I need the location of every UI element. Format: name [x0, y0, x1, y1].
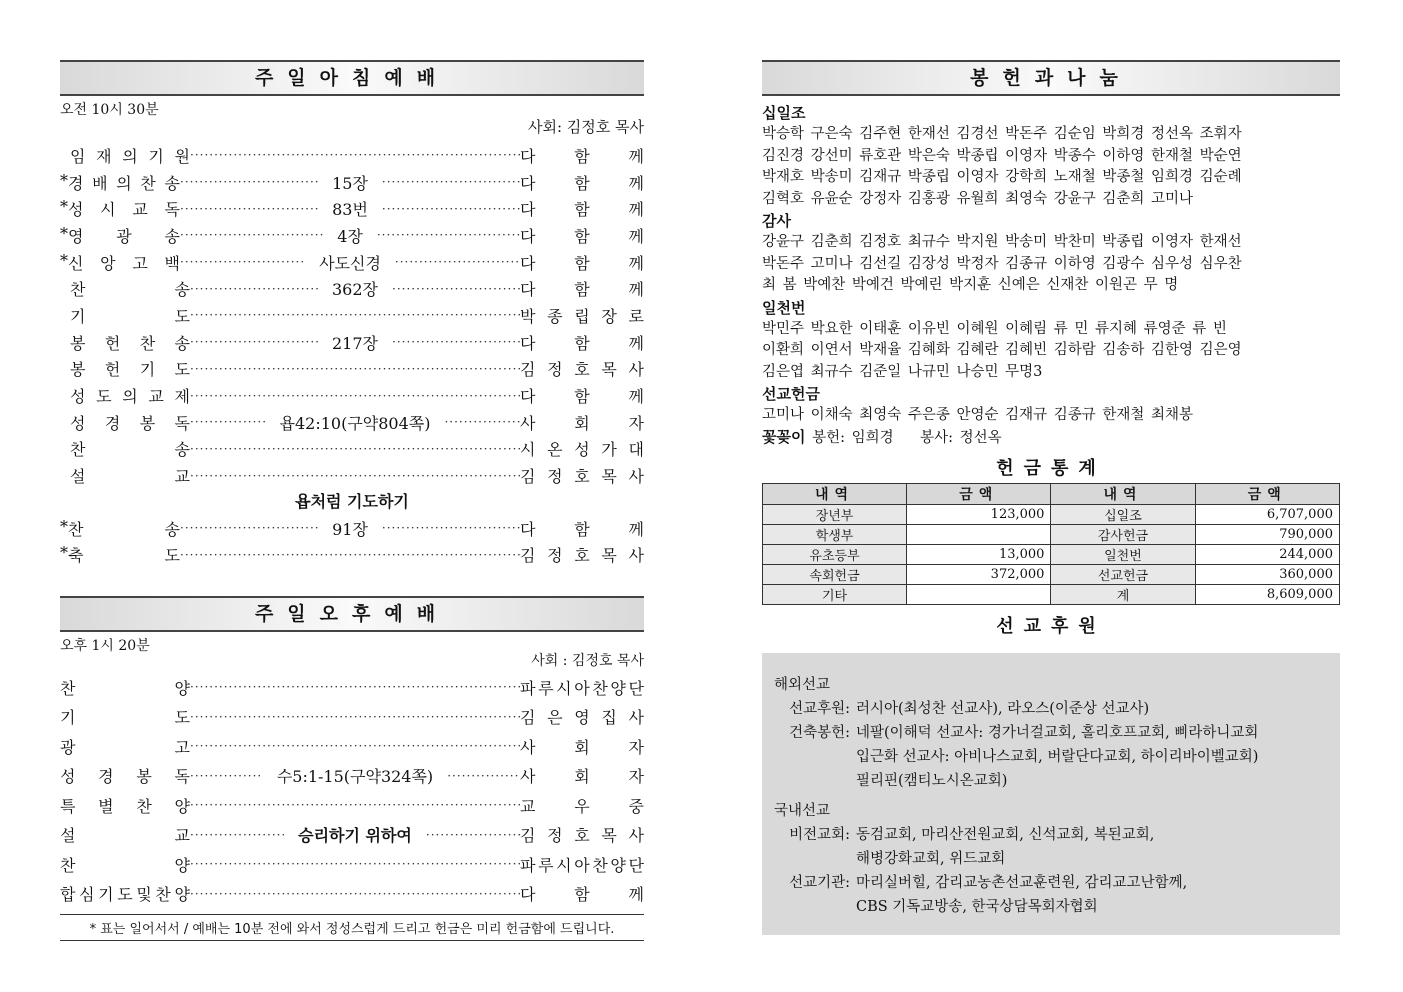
order-person: 다 함 께 — [520, 885, 644, 905]
table-cell: 6,707,000 — [1195, 505, 1339, 525]
table-row — [763, 525, 1340, 545]
mission-line — [774, 697, 1328, 721]
leader-dots — [382, 202, 520, 216]
order-person: 시 온 성 가 대 — [520, 440, 644, 460]
table-header-cell: 내역 — [763, 484, 907, 505]
offering-group-title: 일천번 — [762, 298, 806, 317]
offering-names-line: 박돈주 고미나 김선길 김장성 박정자 김종규 이하영 김광수 심우성 심우찬 — [762, 255, 1242, 272]
leader-dots — [190, 442, 520, 456]
order-person: 김 정 호 목 사 — [520, 360, 644, 380]
mission-key — [774, 769, 856, 793]
table-header-cell: 금액 — [907, 484, 1051, 505]
order-row — [60, 761, 644, 791]
leader-dots — [190, 857, 520, 871]
order-label: 찬 양 — [60, 855, 190, 875]
table-cell: 계 — [1051, 585, 1195, 605]
leader-dots — [190, 680, 520, 694]
domestic-list — [774, 823, 1328, 919]
domestic-title: 국내선교 — [774, 803, 831, 819]
order-label: 찬 양 — [60, 678, 190, 698]
leader-dots — [180, 255, 305, 269]
afternoon-service-header: 주일오후예배 — [60, 596, 644, 632]
leader-dots — [447, 769, 520, 783]
offering-names-line: 고미나 이채숙 최영숙 주은종 안영순 김재규 김종규 한재철 최채봉 — [762, 407, 1194, 423]
order-row — [60, 820, 644, 850]
table-cell: 기타 — [763, 585, 907, 605]
order-person: 교 우 중 — [520, 796, 644, 816]
order-label: 찬 송 — [70, 280, 190, 300]
mission-box — [762, 653, 1340, 935]
order-row — [60, 249, 644, 276]
order-detail: 수5:1-15(구약324쪽) — [276, 767, 434, 787]
order-label: 설 교 — [70, 467, 190, 487]
order-label: * 경 배 의 찬 송 — [60, 170, 180, 193]
afternoon-presider: 사회 : 김정호 목사 — [531, 653, 644, 670]
morning-presider: 사회: 김정호 목사 — [527, 118, 644, 136]
mission-line — [774, 721, 1328, 745]
order-label: 성 경 봉 독 — [70, 413, 190, 433]
order-row — [60, 329, 644, 356]
mission-title: 선교후원 — [996, 616, 1106, 637]
order-detail: 217장 — [332, 333, 378, 353]
order-label: * 축 도 — [60, 543, 180, 566]
table-cell: 244,000 — [1195, 545, 1339, 565]
leader-dots — [190, 798, 520, 812]
offering-names-line: 박민주 박요한 이태훈 이유빈 이혜원 이혜림 류 민 류지혜 류영준 류 빈 — [762, 320, 1227, 337]
afternoon-order-list — [60, 672, 644, 908]
order-detail: 사도신경 — [319, 253, 381, 273]
leader-dots — [392, 282, 520, 296]
leader-dots — [382, 175, 520, 189]
order-row — [60, 879, 644, 909]
order-label: 성 도 의 교 제 — [70, 387, 190, 407]
order-label: 봉 헌 기 도 — [70, 360, 190, 380]
flower-line — [762, 427, 1340, 450]
order-person: 김 정 호 목 사 — [520, 546, 644, 566]
leader-dots — [180, 175, 318, 189]
order-label: * 성 시 교 독 — [60, 197, 180, 220]
order-label: 합 심 기 도 및 찬 양 — [60, 885, 190, 905]
leader-dots — [190, 362, 520, 376]
order-person: 사 회 자 — [520, 737, 644, 757]
order-label: * 영 광 송 — [60, 223, 180, 246]
mission-line — [774, 847, 1328, 871]
table-cell: 8,609,000 — [1195, 585, 1339, 605]
morning-time: 오전 10시 30분 — [60, 102, 159, 118]
order-person: 다 함 께 — [520, 200, 645, 220]
leader-dots — [180, 228, 323, 242]
leader-dots — [190, 282, 318, 296]
offering-group-title: 선교헌금 — [762, 385, 820, 403]
leader-dots — [190, 308, 520, 322]
table-header-row — [763, 484, 1340, 505]
offering-names-line: 최 봄 박예찬 박예건 박예린 박지훈 신예은 신재찬 이원곤 무 명 — [762, 277, 1179, 293]
order-person: 다 함 께 — [520, 333, 644, 353]
mission-key — [774, 847, 856, 871]
mission-line — [774, 823, 1328, 847]
order-row — [60, 462, 644, 489]
offering-names-line: 이환희 이연서 박재율 김혜화 김혜란 김혜빈 김하람 김송하 김한영 김은영 — [762, 342, 1242, 358]
offering-groups — [762, 102, 1340, 427]
mission-value: 러시아(최성찬 선교사), 라오스(이준상 선교사) — [856, 701, 1150, 717]
order-row — [60, 169, 644, 196]
leader-dots — [180, 548, 520, 562]
mission-key — [774, 895, 856, 919]
order-label: 봉 헌 찬 송 — [70, 333, 190, 353]
offering-names-line: 박재호 박송미 김재규 박종립 이영자 강학희 노재철 박종철 임희경 김순례 — [762, 169, 1242, 185]
leader-dots — [190, 769, 263, 783]
order-row — [60, 849, 644, 879]
mission-value: 필리핀(캠티노시온교회) — [856, 773, 1008, 789]
mission-value: CBS 기독교방송, 한국상담목회자협회 — [856, 899, 1098, 915]
leader-dots — [392, 335, 520, 349]
leader-dots — [180, 202, 318, 216]
left-column — [60, 60, 644, 941]
order-person: 다 함 께 — [520, 173, 645, 193]
mission-line — [774, 745, 1328, 769]
order-person: 김 은 영 집 사 — [520, 708, 644, 728]
order-person: 파 루 시 아 찬 양 단 — [520, 855, 644, 875]
order-row — [60, 672, 644, 702]
order-person: 사 회 자 — [520, 413, 644, 433]
leader-dots — [426, 828, 520, 842]
table-cell: 속회헌금 — [763, 565, 907, 585]
order-row — [60, 222, 644, 249]
order-label: 설 교 — [60, 826, 190, 846]
leader-dots — [190, 469, 520, 483]
offering-stats-table — [762, 483, 1340, 605]
leader-dots — [190, 887, 520, 901]
offering-header: 봉헌과나눔 — [762, 60, 1340, 96]
order-label: 임 재 의 기 원 — [70, 146, 190, 166]
order-person: 다 함 께 — [520, 519, 645, 539]
leader-dots — [190, 415, 266, 429]
table-header-cell: 내역 — [1051, 484, 1195, 505]
stats-title: 헌금통계 — [996, 458, 1106, 479]
mission-key: 선교후원: — [789, 701, 850, 717]
leader-dots — [190, 828, 284, 842]
leader-dots — [190, 335, 318, 349]
order-label: 기 도 — [70, 306, 190, 326]
overseas-list — [774, 697, 1328, 793]
order-person: 김 정 호 목 사 — [520, 467, 644, 487]
offering-names-line: 박승학 구은숙 김주현 한재선 김경선 박돈주 김순임 박희경 정선옥 조휘자 — [762, 126, 1242, 142]
order-row — [60, 790, 644, 820]
morning-order-list — [60, 142, 644, 489]
order-label: * 신 앙 고 백 — [60, 250, 180, 273]
table-row — [763, 545, 1340, 565]
order-row — [60, 409, 644, 436]
table-cell: 360,000 — [1195, 565, 1339, 585]
overseas-title: 해외선교 — [774, 677, 831, 693]
order-person: 사 회 자 — [520, 767, 644, 787]
footnote: * 표는 일어서서 / 예배는 10분 전에 와서 정성스럽게 드리고 헌금은 미리 헌금함에 드립니다. — [60, 914, 644, 941]
table-cell: 십일조 — [1051, 505, 1195, 525]
leader-dots — [190, 148, 520, 162]
table-row — [763, 505, 1340, 525]
morning-order-list-2 — [60, 515, 644, 568]
order-label: 기 도 — [60, 708, 190, 728]
mission-key — [774, 745, 856, 769]
table-cell: 장년부 — [763, 505, 907, 525]
leader-dots — [444, 415, 520, 429]
offering-names-line: 김진경 강선미 류호관 박은숙 박종립 이영자 박종수 이하영 한재철 박순연 — [762, 147, 1242, 164]
leader-dots — [180, 521, 318, 535]
order-detail: 362장 — [332, 280, 378, 300]
leader-dots — [190, 710, 520, 724]
order-row — [60, 436, 644, 463]
leader-dots — [377, 228, 520, 242]
offering-names-line: 강윤구 김춘희 김정호 최규수 박지원 박송미 박찬미 박종립 이영자 한재선 — [762, 234, 1242, 250]
order-person: 다 함 께 — [520, 253, 645, 273]
table-cell — [907, 525, 1051, 545]
table-cell: 13,000 — [907, 545, 1051, 565]
order-person: 파 루 시 아 찬 양 단 — [520, 678, 644, 698]
mission-value: 동검교회, 마리산전원교회, 신석교회, 복된교회, — [856, 827, 1155, 843]
order-person: 다 함 께 — [520, 226, 645, 246]
mission-line — [774, 769, 1328, 793]
table-cell: 선교헌금 — [1051, 565, 1195, 585]
mission-key: 비전교회: — [789, 827, 850, 843]
morning-service-header: 주일아침예배 — [60, 60, 644, 96]
order-row — [60, 702, 644, 732]
order-detail: 욥42:10(구약804쪽) — [279, 413, 431, 433]
flower-label: 꽃꽂이 — [762, 427, 806, 446]
table-cell: 학생부 — [763, 525, 907, 545]
leader-dots — [382, 521, 520, 535]
order-label: 특 별 찬 양 — [60, 796, 190, 816]
mission-value: 마리실버힐, 감리교농촌선교훈련원, 감리교고난함께, — [856, 875, 1188, 891]
order-person: 다 함 께 — [520, 280, 644, 300]
order-detail: 83번 — [332, 200, 368, 220]
order-detail: 91장 — [332, 519, 368, 539]
table-cell: 123,000 — [907, 505, 1051, 525]
order-row — [60, 542, 644, 569]
table-row — [763, 565, 1340, 585]
table-cell: 372,000 — [907, 565, 1051, 585]
order-person: 박 종 립 장 로 — [520, 306, 644, 326]
mission-value: 입근화 선교사: 아비나스교회, 버랄단다교회, 하이리바이벨교회) — [856, 749, 1259, 765]
table-cell: 유초등부 — [763, 545, 907, 565]
mission-key: 선교기관: — [789, 875, 850, 891]
order-label: * 찬 송 — [60, 516, 180, 539]
order-row — [60, 195, 644, 222]
leader-dots — [395, 255, 520, 269]
order-row — [60, 275, 644, 302]
order-row — [60, 382, 644, 409]
table-cell — [907, 585, 1051, 605]
mission-value: 네팔(이해덕 선교사: 경가너걸교회, 홀리호프교회, 삐라하니교회 — [856, 725, 1259, 741]
offering-names-line: 김은엽 최규수 김준일 나규민 나승민 무명3 — [762, 363, 1043, 380]
order-row — [60, 731, 644, 761]
order-person: 김 정 호 목 사 — [520, 826, 644, 846]
morning-sermon-title: 욥처럼 기도하기 — [295, 491, 409, 511]
table-header-cell: 금액 — [1195, 484, 1339, 505]
order-person: 다 함 께 — [520, 387, 644, 407]
order-detail: 15장 — [332, 173, 368, 193]
order-row — [60, 356, 644, 383]
mission-line — [774, 871, 1328, 895]
leader-dots — [190, 739, 520, 753]
mission-key: 건축봉헌: — [789, 725, 850, 741]
table-cell: 일천번 — [1051, 545, 1195, 565]
order-row — [60, 142, 644, 169]
table-cell: 감사헌금 — [1051, 525, 1195, 545]
right-column — [762, 60, 1340, 935]
order-person: 다 함 께 — [520, 146, 644, 166]
flower-text: 봉헌: 임희경 봉사: 정선옥 — [812, 429, 1002, 446]
leader-dots — [190, 389, 520, 403]
offering-group-title: 십일조 — [762, 104, 806, 122]
order-detail: 4장 — [337, 226, 363, 246]
afternoon-time: 오후 1시 20분 — [60, 638, 150, 655]
order-label: 광 고 — [60, 737, 190, 757]
order-detail: 승리하기 위하여 — [298, 826, 412, 846]
order-row — [60, 515, 644, 542]
table-row — [763, 585, 1340, 605]
order-label: 성 경 봉 독 — [60, 767, 190, 787]
mission-line — [774, 895, 1328, 919]
offering-names-line: 김혁호 유윤순 강정자 김홍광 유월희 최영숙 강윤구 김춘희 고미나 — [762, 190, 1194, 207]
mission-value: 해병강화교회, 위드교회 — [856, 851, 1006, 867]
offering-group-title: 감사 — [762, 212, 791, 230]
order-row — [60, 302, 644, 329]
table-cell: 790,000 — [1195, 525, 1339, 545]
order-label: 찬 송 — [70, 440, 190, 460]
